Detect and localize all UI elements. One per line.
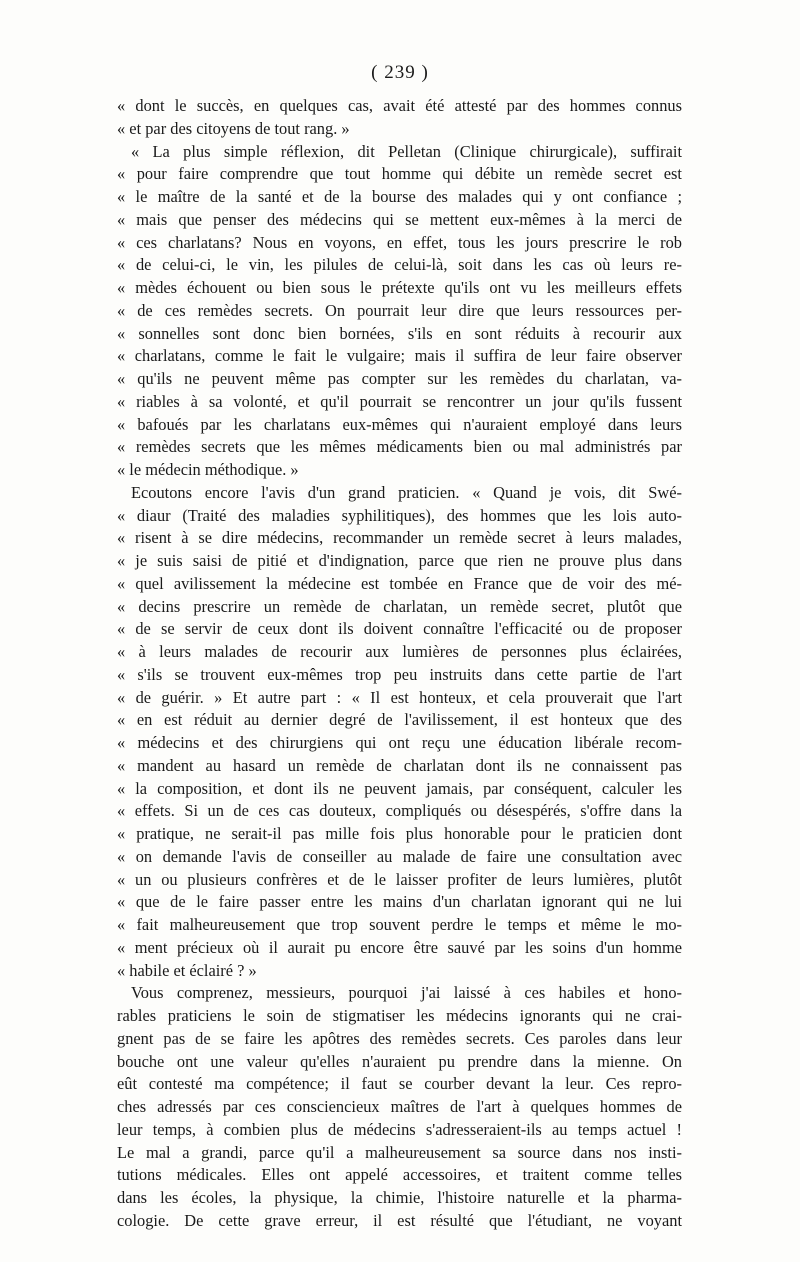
text-line: « ment précieux où il aurait pu encore être sauvé par les soins d'un homme [117, 937, 682, 957]
text-line: « de ces remèdes secrets. On pourrait leur dire que leurs ressources per- [117, 300, 682, 320]
text-line: « charlatans, comme le fait le vulgaire; mais il suffira de leur faire observer [117, 346, 682, 366]
text-line: dans les écoles, la physique, la chimie, l'histoire naturelle et la pharma- [117, 1188, 682, 1207]
page-number: ( 239 ) [371, 62, 429, 83]
text-line: « ces charlatans? Nous en voyons, en effet, tous les jours prescrire le rob [117, 232, 682, 252]
text-line: « habile et éclairé ? » [117, 960, 257, 980]
text-line: « mandent au hasard un remède de charlatan dont ils ne connaissent pas [117, 755, 682, 775]
text-line: « risent à se dire médecins, recommander un remède secret à leurs malades, [117, 528, 682, 548]
text-line: « la composition, et dont ils ne peuvent jamais, par conséquent, calculer les [117, 778, 682, 798]
text-line: rables praticiens le soin de stigmatiser les médecins ignorants qui ne crai- [117, 1006, 682, 1025]
text-line: Ecoutons encore l'avis d'un grand praticien. « Quand je vois, dit Swé- [131, 482, 682, 502]
text-line: « de se servir de ceux dont ils doivent connaître l'efficacité ou de proposer [117, 619, 682, 639]
text-line: « que de le faire passer entre les mains d'un charlatan ignorant qui ne lui [117, 892, 682, 912]
text-line: « decins prescrire un remède de charlatan, un remède secret, plutôt que [117, 596, 682, 616]
text-line: ches adressés par ces consciencieux maîtres de l'art à quelques hommes de [117, 1097, 682, 1116]
text-line: tutions médicales. Elles ont appelé accessoires, et traitent comme telles [117, 1165, 682, 1185]
text-line: « médecins et des chirurgiens qui ont reçu une éducation libérale recom- [117, 733, 682, 752]
text-line: « fait malheureusement que trop souvent perdre le temps et même le mo- [117, 915, 682, 934]
text-line: « sonnelles sont donc bien bornées, s'ils en sont réduits à recourir aux [117, 323, 682, 343]
text-line: « un ou plusieurs confrères et de le laisser profiter de leurs lumières, plutôt [117, 869, 682, 889]
text-line: eût contesté ma compétence; il faut se courber devant la leur. Ces repro- [117, 1074, 682, 1094]
text-line: Vous comprenez, messieurs, pourquoi j'ai laissé à ces habiles et hono- [131, 983, 682, 1003]
text-line: « remèdes secrets que les mêmes médicaments bien ou mal administrés par [117, 437, 682, 457]
text-line: « qu'ils ne peuvent même pas compter sur les remèdes du charlatan, va- [117, 369, 682, 388]
text-line: « diaur (Traité des maladies syphilitiques), des hommes que les lois auto- [117, 505, 682, 525]
text-line: « mais que penser des médecins qui se mettent eux-mêmes à la merci de [117, 209, 682, 229]
text-line: cologie. De cette grave erreur, il est résulté que l'étudiant, ne voyant [117, 1210, 682, 1230]
text-line: leur temps, à combien plus de médecins s'adresseraient-ils au temps actuel ! [117, 1119, 682, 1139]
text-line: « en est réduit au dernier degré de l'avilissement, il est honteux que des [117, 710, 682, 730]
body-text [117, 95, 682, 1233]
text-line: « La plus simple réflexion, dit Pelletan (Clinique chirurgicale), suffirait [131, 141, 682, 161]
text-line: « mèdes échouent ou bien sous le prétexte qu'ils ont vu les meilleurs effets [117, 278, 682, 297]
text-line: « quel avilissement la médecine est tombée en France que de voir des mé- [117, 573, 682, 593]
text-line: « pratique, ne serait-il pas mille fois plus honorable pour le praticien dont [117, 824, 682, 843]
text-line: « pour faire comprendre que tout homme qui débite un remède secret est [117, 164, 682, 184]
text-line: bouche ont une valeur qu'elles n'auraient pu prendre dans la mienne. On [117, 1051, 682, 1071]
text-line: « on demande l'avis de conseiller au malade de faire une consultation avec [117, 846, 682, 866]
text-line: « de celui-ci, le vin, les pilules de celui-là, soit dans les cas où leurs re- [117, 255, 682, 275]
text-line: « dont le succès, en quelques cas, avait été attesté par des hommes connus [117, 96, 682, 115]
text-line: « le maître de la santé et de la bourse des malades qui y ont confiance ; [117, 187, 682, 206]
text-line: « riables à sa volonté, et qu'il pourrait se rencontrer un jour qu'ils fussent [117, 391, 682, 411]
text-line: « je suis saisi de pitié et d'indignation, parce que rien ne prouve plus dans [117, 551, 682, 570]
text-line: « et par des citoyens de tout rang. » [117, 118, 350, 138]
text-line: « le médecin méthodique. » [117, 460, 299, 479]
text-line: gnent pas de se faire les apôtres des remèdes secrets. Ces paroles dans leur [117, 1028, 682, 1048]
text-line: Le mal a grandi, parce qu'il a malheureusement sa source dans nos insti- [117, 1142, 682, 1162]
text-line: « bafoués par les charlatans eux-mêmes qui n'auraient employé dans leurs [117, 414, 682, 434]
text-line: « de guérir. » Et autre part : « Il est honteux, et cela prouverait que l'art [117, 687, 682, 707]
text-line: « s'ils se trouvent eux-mêmes trop peu instruits dans cette partie de l'art [117, 664, 682, 684]
text-line: « à leurs malades de recourir aux lumières de personnes plus éclairées, [117, 642, 682, 661]
text-line: « effets. Si un de ces cas douteux, compliqués ou désespérés, s'offre dans la [117, 801, 682, 821]
